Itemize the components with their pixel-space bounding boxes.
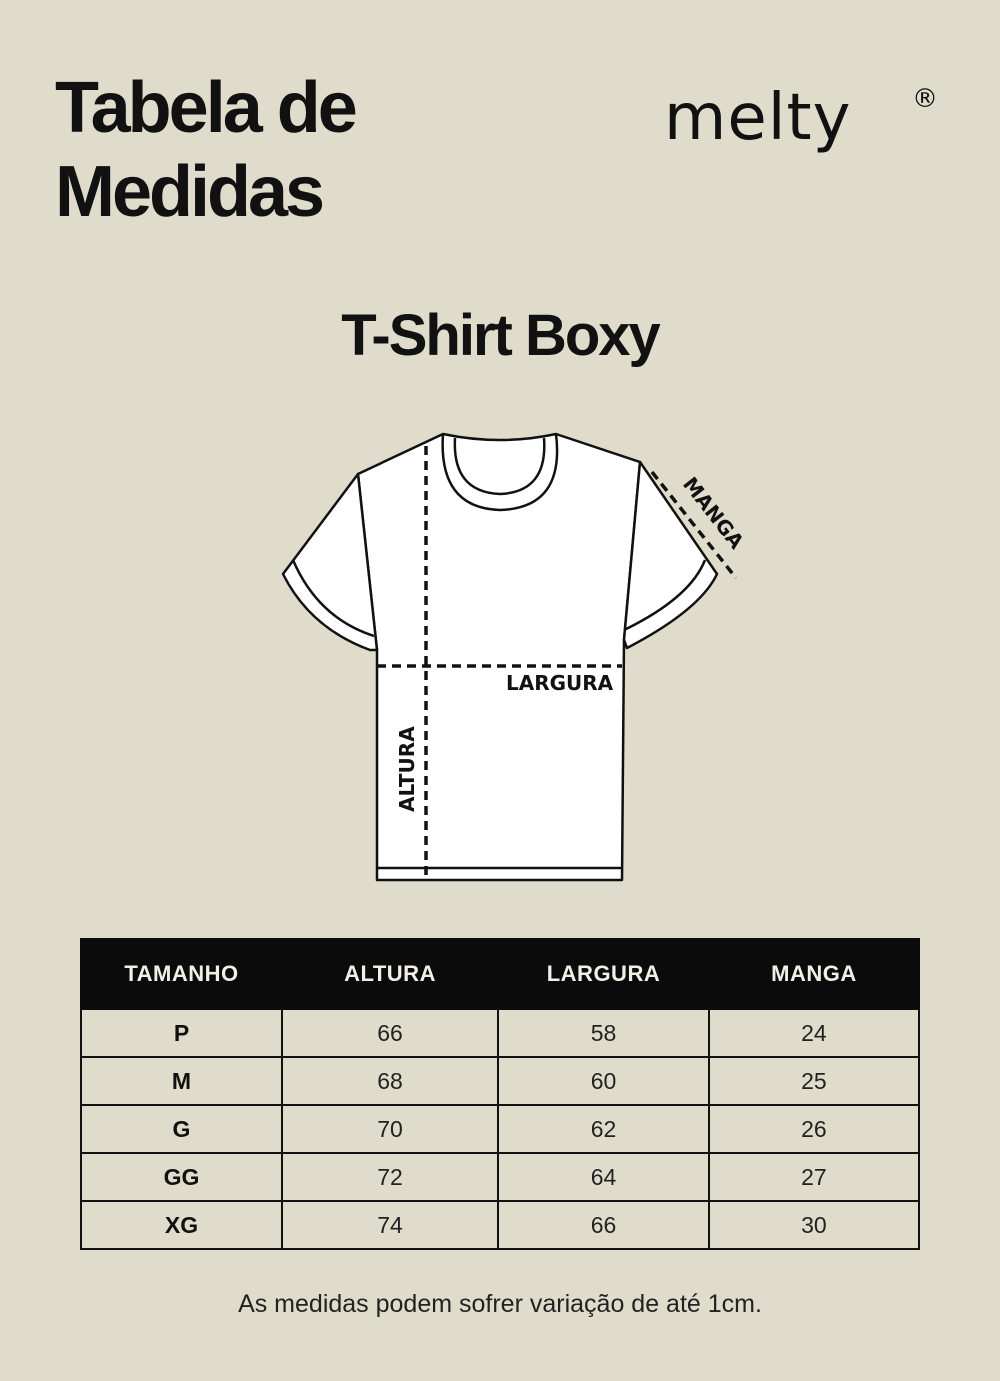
altura-cell: 72 <box>282 1153 498 1201</box>
registered-mark: ® <box>912 84 938 114</box>
largura-cell: 58 <box>498 1009 709 1057</box>
altura-cell: 74 <box>282 1201 498 1249</box>
page-title-line1: Tabela de <box>55 68 355 148</box>
manga-cell: 24 <box>709 1009 919 1057</box>
table-row <box>81 1009 919 1057</box>
size-cell: XG <box>81 1201 282 1249</box>
tshirt-diagram <box>270 420 750 890</box>
size-table <box>80 938 920 1250</box>
brand-logo: melty <box>664 81 852 155</box>
manga-cell: 30 <box>709 1201 919 1249</box>
size-cell: M <box>81 1057 282 1105</box>
header-altura: ALTURA <box>282 939 498 1009</box>
manga-cell: 25 <box>709 1057 919 1105</box>
largura-cell: 64 <box>498 1153 709 1201</box>
table-header-row <box>81 939 919 1009</box>
largura-cell: 66 <box>498 1201 709 1249</box>
page-title-line2: Medidas <box>55 152 323 232</box>
page-title <box>55 66 355 234</box>
product-title: T-Shirt Boxy <box>341 303 659 368</box>
size-cell: P <box>81 1009 282 1057</box>
size-cell: G <box>81 1105 282 1153</box>
manga-cell: 26 <box>709 1105 919 1153</box>
table-row <box>81 1153 919 1201</box>
altura-cell: 70 <box>282 1105 498 1153</box>
header-tamanho: TAMANHO <box>81 939 282 1009</box>
altura-cell: 66 <box>282 1009 498 1057</box>
table-row <box>81 1201 919 1249</box>
table-row <box>81 1057 919 1105</box>
header-largura: LARGURA <box>498 939 709 1009</box>
largura-label: LARGURA <box>506 671 614 695</box>
header-manga: MANGA <box>709 939 919 1009</box>
altura-cell: 68 <box>282 1057 498 1105</box>
manga-cell: 27 <box>709 1153 919 1201</box>
largura-cell: 60 <box>498 1057 709 1105</box>
size-cell: GG <box>81 1153 282 1201</box>
largura-cell: 62 <box>498 1105 709 1153</box>
shirt-body <box>358 434 640 880</box>
manga-label: MANGA <box>678 472 749 554</box>
table-row <box>81 1105 919 1153</box>
altura-label: ALTURA <box>395 726 419 812</box>
measurement-note: As medidas podem sofrer variação de até 1cm. <box>238 1290 762 1318</box>
